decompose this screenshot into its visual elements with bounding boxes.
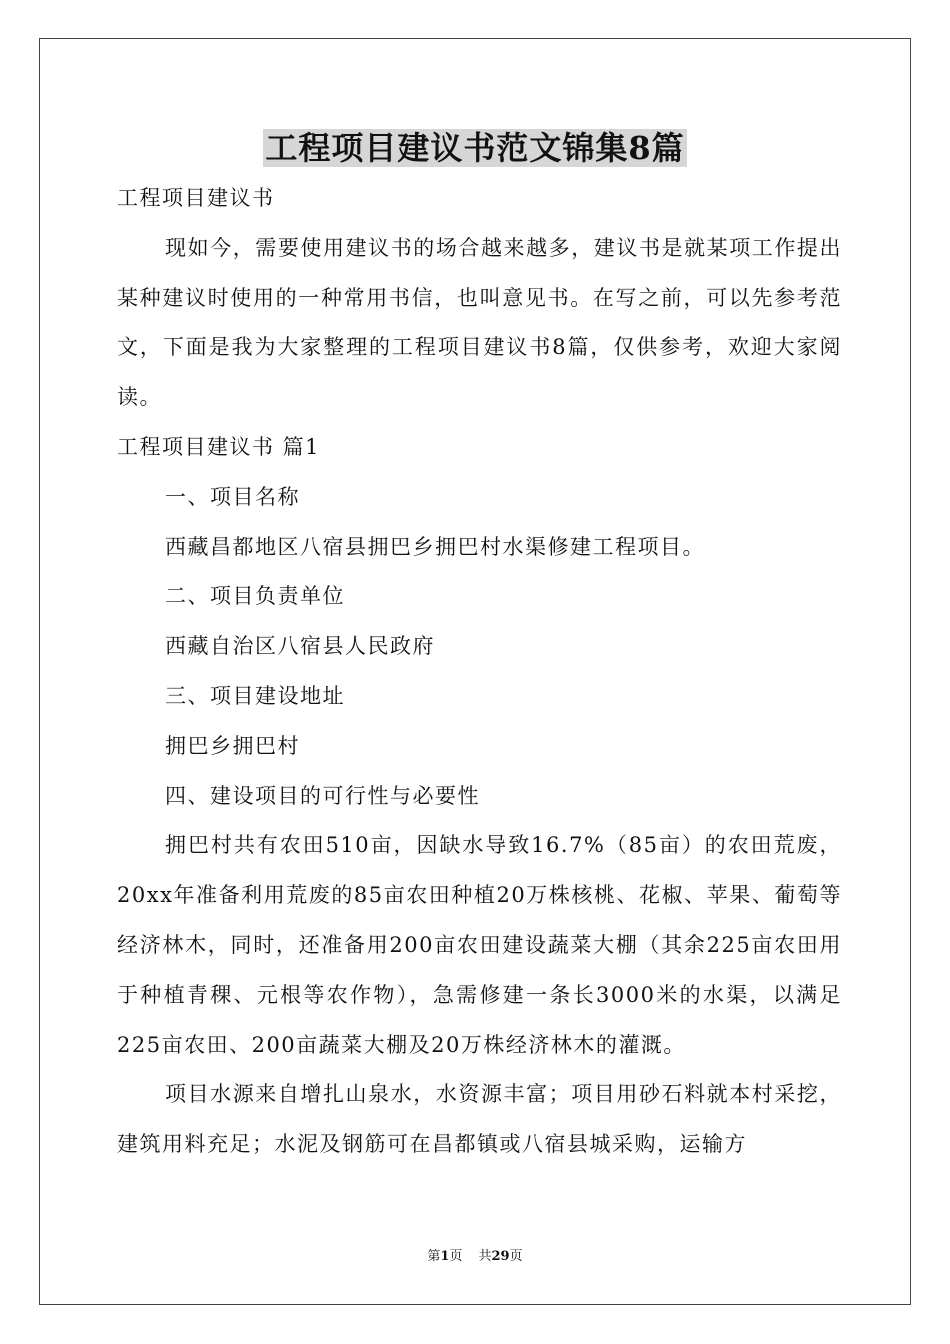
footer-total-unit: 页 [509,1249,523,1264]
footer-page-unit: 页 [449,1249,463,1264]
feasibility-paragraph-2: 项目水源来自增扎山泉水，水资源丰富；项目用砂石料就本村采挖，建筑用料充足；水泥及钢筋可在昌都镇或八宿县城采购，运输方 [117,1082,842,1157]
item-body-2: 西藏自治区八宿县人民政府 [165,634,435,659]
footer-page-total: 29 [491,1249,510,1264]
feasibility-paragraph-1: 拥巴村共有农田510亩，因缺水导致16.7%（85亩）的农田荒废，20xx年准备利用荒废的85亩农田种植20万株核桃、花椒、苹果、葡萄等经济林木，同时，还准备用200亩农田建设蔬菜大棚（其余225亩农田用于种植青稞、元根等农作物），急需修建一条长3000米的水渠，以满足225亩农田、200亩蔬菜大棚及20万株经济林木的灌溉。 [117,833,842,1057]
footer-page-current: 1 [440,1249,450,1264]
footer-page-label: 第 [427,1249,441,1264]
item-body-3: 拥巴乡拥巴村 [165,733,300,758]
page-footer [0,1248,950,1266]
item-heading-2: 二、项目负责单位 [165,584,345,609]
section-heading: 工程项目建议书 [117,186,275,210]
article-heading: 工程项目建议书 篇1 [117,434,321,459]
intro-paragraph: 现如今，需要使用建议书的场合越来越多，建议书是就某项工作提出某种建议时使用的一种常用书信，也叫意见书。在写之前，可以先参考范文，下面是我为大家整理的工程项目建议书8篇，仅供参考，欢迎大家阅读。 [117,235,842,410]
document-body [117,174,842,1170]
item-body-1: 西藏昌都地区八宿县拥巴乡拥巴村水渠修建工程项目。 [165,534,705,559]
document-title-text: 工程项目建议书范文锦集8篇 [265,129,685,167]
item-heading-4: 四、建设项目的可行性与必要性 [165,783,480,808]
footer-total-label: 共 [478,1249,492,1264]
document-title [0,126,950,170]
item-heading-1: 一、项目名称 [165,484,300,509]
item-heading-3: 三、项目建设地址 [165,683,345,708]
